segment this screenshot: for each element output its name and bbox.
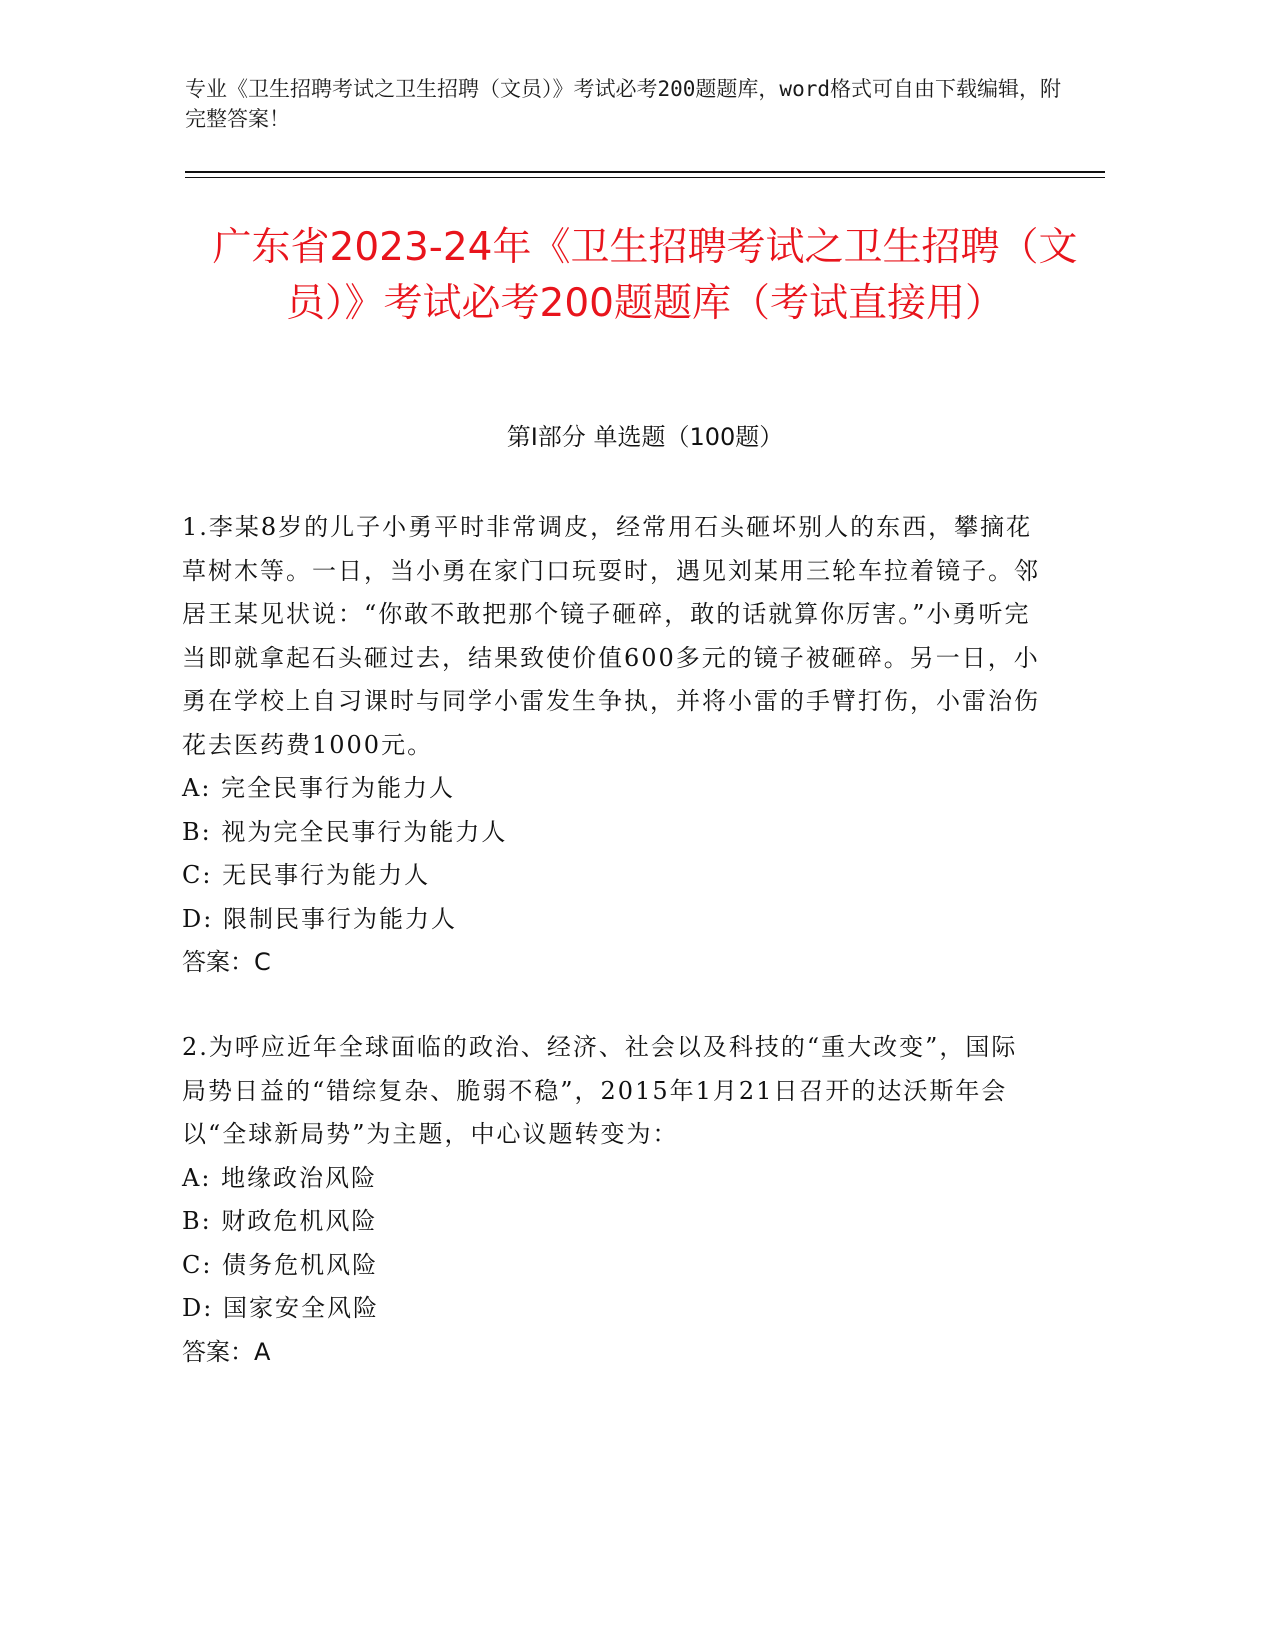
header-divider-thick — [185, 171, 1105, 173]
option-a: A: 地缘政治风险 — [182, 1163, 378, 1192]
question-2 — [182, 1026, 1042, 1374]
option-a: A: 完全民事行为能力人 — [182, 774, 456, 802]
section-title: 第Ⅰ部分 单选题（100题） — [506, 423, 784, 451]
option-d: D: 国家安全风险 — [182, 1294, 379, 1322]
option-c: C: 无民事行为能力人 — [182, 861, 431, 889]
question-stem: 1.李某8岁的儿子小勇平时非常调皮，经常用石头砸坏别人的东西，攀摘花草树木等。一日，当小勇在家门口玩耍时，遇见刘某用三轮车拉着镜子。邻居王某见状说：“你敢不敢把那个镜子砸碎，敢的话就算你厉害。”小勇听完当即就拿起石头砸过去，结果致使价值600多元的镜子被砸碎。另一日，小勇在学校上自习课时与同学小雷发生争执，并将小雷的手臂打伤，小雷治伤花去医药费1000元。 — [182, 513, 1040, 759]
option-b: B: 视为完全民事行为能力人 — [182, 817, 508, 846]
document-title: 广东省2023-24年《卫生招聘考试之卫生招聘（文员）》考试必考200题题库（考试直接用） — [212, 225, 1078, 326]
option-b: B: 财政危机风险 — [182, 1207, 378, 1235]
question-stem: 2.为呼应近年全球面临的政治、经济、社会以及科技的“重大改变”，国际局势日益的“错综复杂、脆弱不稳”，2015年1月21日召开的达沃斯年会以“全球新局势”为主题，中心议题转变为： — [182, 1033, 1018, 1148]
header-divider-thin — [185, 177, 1105, 178]
option-c: C: 债务危机风险 — [182, 1250, 379, 1279]
option-d: D: 限制民事行为能力人 — [182, 904, 457, 933]
header-intro: 专业《卫生招聘考试之卫生招聘（文员）》考试必考200题题库，word格式可自由下载编辑，附完整答案！ — [185, 77, 1061, 131]
answer: 答案：C — [182, 948, 271, 976]
question-1 — [182, 506, 1042, 985]
answer: 答案：A — [182, 1337, 271, 1366]
